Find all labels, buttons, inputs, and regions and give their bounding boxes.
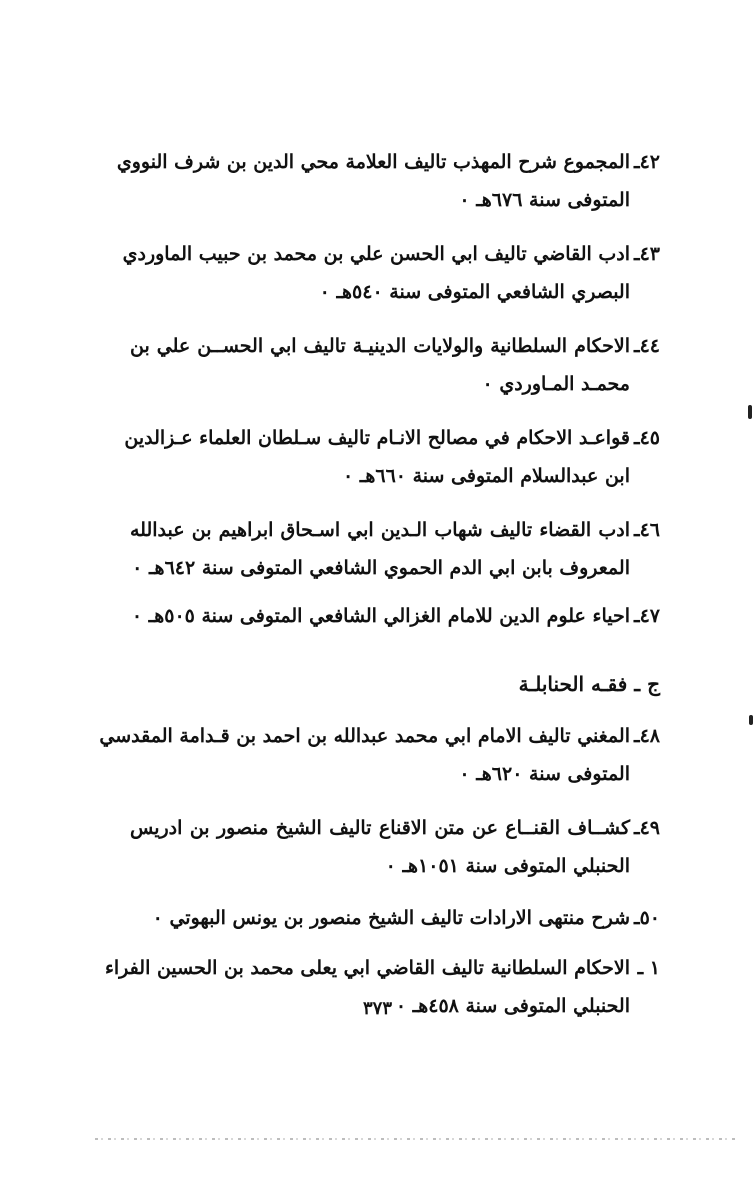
entry-number: ٤٣ـ [634,243,660,265]
list-item [122,235,660,311]
entry-line: ابن عبدالسلام المتوفى سنة ٦٦٠هـ ٠ [342,465,630,487]
entry-line: الاحكام السلطانية تاليف القاضي ابي يعلى محمد بن الحسين الفراء [104,957,630,979]
page-number: ٣٧٣ [362,998,392,1019]
entry-line: محمـد المـاوردي ٠ [482,373,630,395]
entry-line: المعروف بابن ابي الدم الحموي الشافعي المتوفى سنة ٦٤٢هـ ٠ [132,557,630,579]
list-item [130,597,660,635]
entry-line: الاحكام السلطانية والولايات الدينيـة تاليف ابي الحســن علي بن [130,335,630,357]
list-item [130,511,660,587]
entry-number: ٤٦ـ [634,519,660,541]
entry-number: ٤٧ـ [634,605,660,627]
bibliography-list [99,143,660,1025]
entry-line: شرح منتهى الارادات تاليف الشيخ منصور بن يونس البهوتي ٠ [152,907,630,929]
entry-line: ادب القاضي تاليف ابي الحسن علي بن محمد بن حبيب الماوردي [122,243,630,265]
section-heading: ج ـ فقـه الحنابلـة [518,672,660,696]
entry-number: ٤٨ـ [634,725,660,747]
entry-number: ٥٠ـ [634,907,660,929]
entry-line: المتوفى سنة ٦٢٠هـ ٠ [459,763,630,785]
list-item [116,143,660,219]
entry-line: احياء علوم الدين للامام الغزالي الشافعي المتوفى سنة ٥٠٥هـ ٠ [131,605,630,627]
entry-number: ٤٥ـ [634,427,660,449]
list-item [130,809,660,885]
entry-line: المجموع شرح المهذب تاليف العلامة محي الدين بن شرف النووي [116,151,630,173]
entry-line: المتوفى سنة ٦٧٦هـ ٠ [459,189,630,211]
entry-number: ٤٤ـ [634,335,660,357]
list-item [99,717,660,793]
entry-line: ادب القضاء تاليف شهاب الـدين ابي اسـحاق ابراهيم بن عبدالله [130,519,630,541]
list-item [130,899,660,937]
scan-edge-mark [749,715,753,725]
entry-number: ٤٩ـ [634,817,660,839]
scan-artifact-line [95,1138,735,1140]
entry-line: الحنبلي المتوفى سنة ٤٥٨هـ ٠ [395,995,630,1017]
entry-line: قواعـد الاحكام في مصالح الانـام تاليف سـلطان العلماء عـزالدين [124,427,630,449]
entry-line: الحنبلي المتوفى سنة ١٠٥١هـ ٠ [385,855,630,877]
entry-number: ١ ـ [637,957,660,979]
scan-edge-mark [748,405,752,419]
entry-line: المغني تاليف الامام ابي محمد عبدالله بن احمد بن قـدامة المقدسي [99,725,630,747]
entry-line: البصري الشافعي المتوفى سنة ٥٤٠هـ ٠ [319,281,630,303]
entry-number: ٤٢ـ [634,151,660,173]
entry-line: كشــاف القنــاع عن متن الاقناع تاليف الشيخ منصور بن ادريس [130,817,630,839]
list-item [130,327,660,403]
list-item [124,419,660,495]
